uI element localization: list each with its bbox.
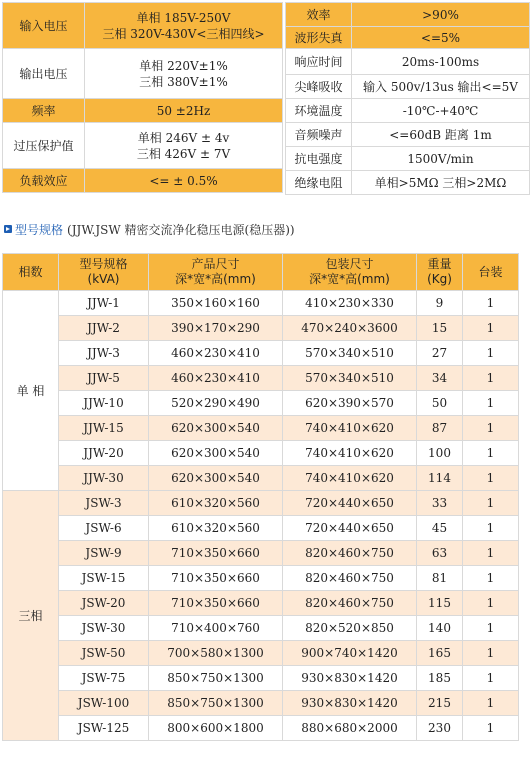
spec-value — [85, 3, 283, 49]
spec-value-line: 单相 185V-250V — [136, 10, 231, 25]
spec-row — [3, 3, 283, 49]
cell-model: JSW-9 — [59, 541, 149, 566]
arrow-bullet-icon — [4, 225, 12, 233]
table-row — [3, 591, 519, 616]
cell-units: 1 — [463, 491, 519, 516]
cell-model: JJW-10 — [59, 391, 149, 416]
spec-label: 绝缘电阻 — [286, 171, 352, 195]
spec-value: <=5% — [352, 27, 530, 49]
cell-package: 820×460×750 — [283, 566, 417, 591]
cell-model: JJW-15 — [59, 416, 149, 441]
table-row — [3, 391, 519, 416]
cell-model: JJW-3 — [59, 341, 149, 366]
table-row — [3, 666, 519, 691]
cell-weight: 34 — [417, 366, 463, 391]
spec-value: 1500V/min — [352, 147, 530, 171]
cell-package: 820×460×750 — [283, 591, 417, 616]
spec-value-line: 三相 320V-430V<三相四线> — [102, 26, 265, 41]
cell-weight: 140 — [417, 616, 463, 641]
cell-units: 1 — [463, 391, 519, 416]
table-row — [3, 291, 519, 316]
spec-row — [286, 123, 530, 147]
spec-row — [286, 27, 530, 49]
table-row — [3, 341, 519, 366]
header-package-size: 包装尺寸 深*宽*高(mm) — [283, 254, 417, 291]
cell-package: 820×520×850 — [283, 616, 417, 641]
cell-product: 710×400×760 — [149, 616, 283, 641]
table-row — [3, 541, 519, 566]
cell-package: 820×460×750 — [283, 541, 417, 566]
cell-model: JSW-50 — [59, 641, 149, 666]
spec-value — [85, 123, 283, 169]
spec-table-right — [285, 2, 530, 195]
cell-product: 460×230×410 — [149, 341, 283, 366]
cell-product: 620×300×540 — [149, 466, 283, 491]
cell-units: 1 — [463, 541, 519, 566]
cell-units: 1 — [463, 316, 519, 341]
phase-cell: 单 相 — [3, 291, 59, 491]
cell-product: 350×160×160 — [149, 291, 283, 316]
table-row — [3, 691, 519, 716]
cell-model: JSW-100 — [59, 691, 149, 716]
cell-product: 710×350×660 — [149, 591, 283, 616]
spec-value-line: 单相 220V±1% — [139, 58, 228, 73]
cell-model: JJW-30 — [59, 466, 149, 491]
cell-model: JJW-2 — [59, 316, 149, 341]
spec-label: 效率 — [286, 3, 352, 27]
spec-row — [3, 169, 283, 193]
table-row — [3, 491, 519, 516]
spec-value-line: 三相 426V ± 7V — [136, 146, 231, 161]
spec-table-left — [2, 2, 283, 193]
spec-value: 单相>5MΩ 三相>2MΩ — [352, 171, 530, 195]
table-row — [3, 516, 519, 541]
cell-weight: 15 — [417, 316, 463, 341]
cell-units: 1 — [463, 616, 519, 641]
cell-package: 930×830×1420 — [283, 666, 417, 691]
cell-units: 1 — [463, 366, 519, 391]
spec-row — [286, 99, 530, 123]
cell-model: JSW-20 — [59, 591, 149, 616]
table-row — [3, 466, 519, 491]
cell-product: 610×320×560 — [149, 516, 283, 541]
cell-units: 1 — [463, 516, 519, 541]
header-weight: 重量 (Kg) — [417, 254, 463, 291]
cell-units: 1 — [463, 641, 519, 666]
cell-package: 410×230×330 — [283, 291, 417, 316]
table-row — [3, 316, 519, 341]
cell-model: JSW-125 — [59, 716, 149, 741]
spec-row — [286, 75, 530, 99]
spec-row — [286, 3, 530, 27]
spec-value — [85, 49, 283, 99]
cell-weight: 81 — [417, 566, 463, 591]
cell-weight: 230 — [417, 716, 463, 741]
cell-product: 850×750×1300 — [149, 666, 283, 691]
cell-model: JJW-20 — [59, 441, 149, 466]
cell-units: 1 — [463, 416, 519, 441]
spec-value-line: <= ± 0.5% — [149, 173, 218, 188]
cell-weight: 9 — [417, 291, 463, 316]
header-product-size: 产品尺寸 深*宽*高(mm) — [149, 254, 283, 291]
cell-weight: 87 — [417, 416, 463, 441]
cell-package: 740×410×620 — [283, 441, 417, 466]
cell-product: 710×350×660 — [149, 566, 283, 591]
cell-weight: 50 — [417, 391, 463, 416]
cell-package: 930×830×1420 — [283, 691, 417, 716]
cell-package: 900×740×1420 — [283, 641, 417, 666]
spec-label: 音频噪声 — [286, 123, 352, 147]
model-spec-table — [2, 253, 519, 741]
spec-label: 频率 — [3, 99, 85, 123]
spec-label: 输出电压 — [3, 49, 85, 99]
spec-label: 过压保护值 — [3, 123, 85, 169]
spec-value: >90% — [352, 3, 530, 27]
table-row — [3, 416, 519, 441]
spec-row — [3, 49, 283, 99]
cell-product: 700×580×1300 — [149, 641, 283, 666]
cell-units: 1 — [463, 691, 519, 716]
cell-units: 1 — [463, 291, 519, 316]
section-title: 型号规格 — [15, 222, 64, 237]
cell-model: JSW-30 — [59, 616, 149, 641]
table-header-row — [3, 254, 519, 291]
spec-label: 环境温度 — [286, 99, 352, 123]
table-row — [3, 366, 519, 391]
cell-units: 1 — [463, 441, 519, 466]
spec-value: 20ms-100ms — [352, 49, 530, 75]
spec-row — [3, 123, 283, 169]
cell-package: 570×340×510 — [283, 341, 417, 366]
cell-weight: 33 — [417, 491, 463, 516]
cell-weight: 215 — [417, 691, 463, 716]
header-units: 台装 — [463, 254, 519, 291]
cell-product: 460×230×410 — [149, 366, 283, 391]
cell-package: 740×410×620 — [283, 466, 417, 491]
cell-weight: 114 — [417, 466, 463, 491]
cell-model: JJW-1 — [59, 291, 149, 316]
cell-product: 850×750×1300 — [149, 691, 283, 716]
cell-package: 720×440×650 — [283, 491, 417, 516]
cell-product: 620×300×540 — [149, 441, 283, 466]
section-heading — [4, 220, 295, 238]
cell-weight: 27 — [417, 341, 463, 366]
spec-row — [286, 147, 530, 171]
cell-model: JSW-3 — [59, 491, 149, 516]
header-model: 型号规格 (kVA) — [59, 254, 149, 291]
cell-weight: 63 — [417, 541, 463, 566]
spec-value — [85, 99, 283, 123]
spec-label: 响应时间 — [286, 49, 352, 75]
spec-value-line: 单相 246V ± 4v — [137, 130, 230, 145]
spec-row — [286, 171, 530, 195]
spec-label: 负载效应 — [3, 169, 85, 193]
cell-units: 1 — [463, 591, 519, 616]
cell-weight: 100 — [417, 441, 463, 466]
cell-package: 740×410×620 — [283, 416, 417, 441]
spec-value: <=60dB 距离 1m — [352, 123, 530, 147]
spec-label: 输入电压 — [3, 3, 85, 49]
cell-weight: 115 — [417, 591, 463, 616]
spec-label: 抗电强度 — [286, 147, 352, 171]
cell-product: 520×290×490 — [149, 391, 283, 416]
cell-package: 570×340×510 — [283, 366, 417, 391]
cell-units: 1 — [463, 566, 519, 591]
cell-package: 620×390×570 — [283, 391, 417, 416]
cell-units: 1 — [463, 466, 519, 491]
spec-value: -10℃-+40℃ — [352, 99, 530, 123]
cell-units: 1 — [463, 666, 519, 691]
phase-cell: 三相 — [3, 491, 59, 741]
cell-model: JSW-6 — [59, 516, 149, 541]
cell-model: JJW-5 — [59, 366, 149, 391]
spec-label: 尖峰吸收 — [286, 75, 352, 99]
spec-value-line: 50 ±2Hz — [156, 103, 211, 118]
cell-weight: 165 — [417, 641, 463, 666]
cell-product: 620×300×540 — [149, 416, 283, 441]
cell-units: 1 — [463, 716, 519, 741]
spec-value — [85, 169, 283, 193]
cell-model: JSW-15 — [59, 566, 149, 591]
spec-label: 波形失真 — [286, 27, 352, 49]
table-row — [3, 641, 519, 666]
spec-value-line: 三相 380V±1% — [139, 74, 228, 89]
cell-product: 710×350×660 — [149, 541, 283, 566]
cell-package: 720×440×650 — [283, 516, 417, 541]
cell-package: 880×680×2000 — [283, 716, 417, 741]
spec-row — [286, 49, 530, 75]
section-description: (JJW.JSW 精密交流净化稳压电源(稳压器)) — [67, 222, 295, 237]
table-row — [3, 616, 519, 641]
cell-model: JSW-75 — [59, 666, 149, 691]
cell-weight: 185 — [417, 666, 463, 691]
spec-value: 输入 500v/13us 输出<=5V — [352, 75, 530, 99]
table-row — [3, 566, 519, 591]
cell-package: 470×240×3600 — [283, 316, 417, 341]
spec-row — [3, 99, 283, 123]
table-row — [3, 716, 519, 741]
table-row — [3, 441, 519, 466]
cell-weight: 45 — [417, 516, 463, 541]
cell-product: 800×600×1800 — [149, 716, 283, 741]
cell-product: 390×170×290 — [149, 316, 283, 341]
cell-units: 1 — [463, 341, 519, 366]
cell-product: 610×320×560 — [149, 491, 283, 516]
header-phase: 相数 — [3, 254, 59, 291]
